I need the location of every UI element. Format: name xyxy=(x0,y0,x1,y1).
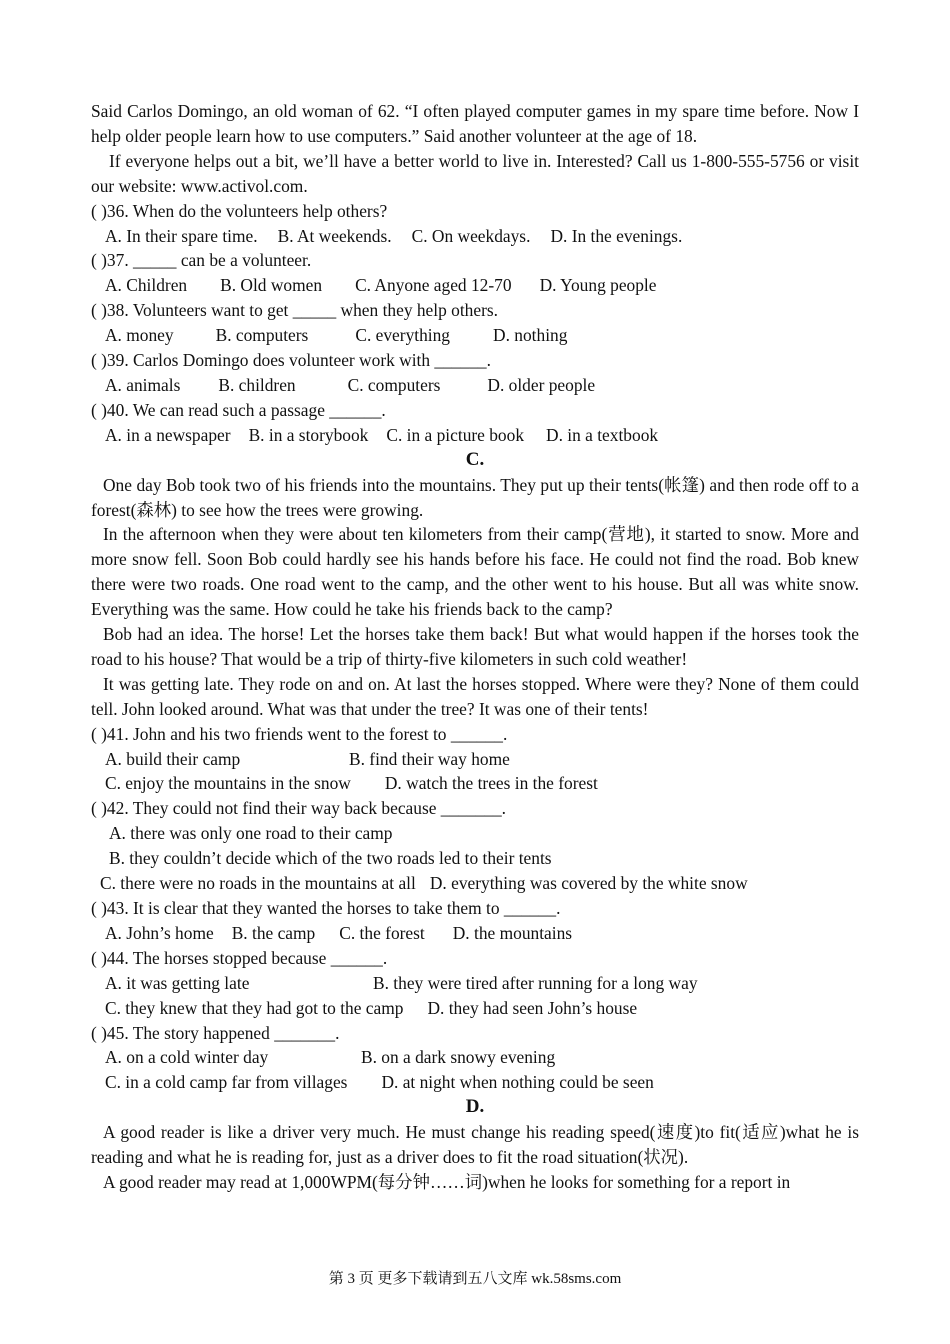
option-d: D. everything was covered by the white snow xyxy=(429,873,748,894)
option-d: D. watch the trees in the forest xyxy=(384,773,598,794)
page-footer: 第 3 页 更多下载请到五八文库 wk.58sms.com xyxy=(328,1271,622,1287)
option-d: D. in a textbook xyxy=(546,424,659,445)
option-a: A. on a cold winter day xyxy=(105,1047,269,1068)
question-43-options xyxy=(91,921,859,946)
question-41: ( )41. John and his two friends went to the forest to ______. xyxy=(91,723,508,744)
question-42: ( )42. They could not find their way back because _______. xyxy=(91,798,507,819)
section-c-paragraph-4: It was getting late. They rode on and on. At last the horses stopped. Where were they? None of them could tell. John looked around. What was that under the tree? It was one of their tents! xyxy=(91,673,859,719)
question-41-options-row-2 xyxy=(91,771,859,796)
option-c: C. the forest xyxy=(339,922,425,943)
option-d: D. they had seen John’s house xyxy=(427,997,638,1018)
section-d-paragraph-2: A good reader may read at 1,000WPM(每分钟……词)when he looks for something for a report in xyxy=(103,1171,791,1192)
option-b: B. computers xyxy=(215,325,309,346)
question-36-options xyxy=(91,224,859,249)
intro-paragraph-2: If everyone helps out a bit, we’ll have a better world to live in. Interested? Call us 1-800-555-5756 or visit our website: www.activol.com. xyxy=(91,150,859,196)
question-41-options-row-1 xyxy=(91,747,859,772)
option-c: C. everything xyxy=(355,325,451,346)
section-c-paragraph-2: In the afternoon when they were about ten kilometers from their camp(营地), it started to snow. More and more snow fell. Soon Bob could hardly see his hands before his face. He could not find the road. Bob knew there were two roads. One road went to the camp, and the other went to his house. But all was white snow. Everything was the same. How could he take his friends back to the camp? xyxy=(91,524,859,620)
option-b: B. At weekends. xyxy=(277,225,392,246)
question-42-option-b: B. they couldn’t decide which of the two roads led to their tents xyxy=(109,848,552,869)
option-a: A. John’s home xyxy=(105,922,214,943)
document-page xyxy=(91,99,859,1195)
option-a: A. in a newspaper xyxy=(105,424,231,445)
question-40-options xyxy=(91,423,859,448)
option-a: A. build their camp xyxy=(105,748,241,769)
question-38: ( )38. Volunteers want to get _____ when they help others. xyxy=(91,300,498,321)
question-42-option-a: A. there was only one road to their camp xyxy=(109,823,393,844)
question-43: ( )43. It is clear that they wanted the horses to take them to ______. xyxy=(91,898,561,918)
section-c-paragraph-3: Bob had an idea. The horse! Let the horses take them back! But what would happen if the horses took the road to his house? That would be a trip of thirty-five kilometers in such cold weather! xyxy=(91,624,859,669)
question-44: ( )44. The horses stopped because ______. xyxy=(91,947,388,968)
section-c-paragraph-1: One day Bob took two of his friends into the mountains. They put up their tents(帐篷) and then rode off to a forest(森林) to see how the trees were growing. xyxy=(91,474,859,520)
question-37-options xyxy=(91,273,859,298)
option-c: C. in a cold camp far from villages xyxy=(105,1072,348,1093)
option-d: D. In the evenings. xyxy=(550,225,683,246)
intro-paragraph-1: Said Carlos Domingo, an old woman of 62. “I often played computer games in my spare time before. Now I help older people learn how to use computers.” Said another volunteer at the age of 18. xyxy=(91,101,859,146)
option-c: C. computers xyxy=(347,374,441,395)
question-42-options-row-3 xyxy=(91,871,859,896)
question-40: ( )40. We can read such a passage ______. xyxy=(91,399,386,420)
section-c-heading: C. xyxy=(465,448,485,470)
option-a: A. money xyxy=(105,325,174,346)
option-a: A. In their spare time. xyxy=(105,225,258,246)
option-b: B. the camp xyxy=(231,922,316,943)
option-d: D. Young people xyxy=(539,275,657,296)
option-d: D. older people xyxy=(487,374,596,395)
question-39: ( )39. Carlos Domingo does volunteer work with ______. xyxy=(91,350,491,371)
option-c: C. in a picture book xyxy=(386,424,525,445)
option-d: D. at night when nothing could be seen xyxy=(381,1072,654,1093)
option-c: C. there were no roads in the mountains at all xyxy=(100,873,416,894)
question-38-options xyxy=(91,323,859,348)
option-b: B. find their way home xyxy=(349,748,510,769)
option-b: B. in a storybook xyxy=(248,424,369,445)
option-b: B. children xyxy=(218,374,296,395)
option-b: B. Old women xyxy=(220,275,323,296)
section-d-heading: D. xyxy=(465,1096,485,1118)
question-45-options-row-2 xyxy=(91,1070,859,1095)
question-45: ( )45. The story happened _______. xyxy=(91,1022,340,1043)
option-a: A. Children xyxy=(105,275,188,296)
question-44-options-row-1 xyxy=(91,971,859,996)
section-d-paragraph-1: A good reader is like a driver very much. He must change his reading speed(速度)to fit(适应)what he is reading and what he is reading for, just as a driver does to fit the road situation(状况). xyxy=(91,1122,859,1168)
question-39-options xyxy=(91,373,859,398)
option-b: B. on a dark snowy evening xyxy=(361,1047,556,1068)
question-36: ( )36. When do the volunteers help others? xyxy=(91,200,388,221)
option-c: C. Anyone aged 12-70 xyxy=(355,275,512,296)
option-d: D. nothing xyxy=(493,325,568,346)
option-b: B. they were tired after running for a long way xyxy=(373,972,698,993)
option-a: A. it was getting late xyxy=(105,972,250,993)
question-45-options-row-1 xyxy=(91,1045,859,1070)
question-37: ( )37. _____ can be a volunteer. xyxy=(91,250,312,271)
option-c: C. enjoy the mountains in the snow xyxy=(105,773,351,794)
option-d: D. the mountains xyxy=(452,922,573,943)
option-c: C. they knew that they had got to the camp xyxy=(105,997,404,1018)
question-44-options-row-2 xyxy=(91,996,859,1021)
option-c: C. On weekdays. xyxy=(411,225,531,246)
option-a: A. animals xyxy=(105,374,181,395)
